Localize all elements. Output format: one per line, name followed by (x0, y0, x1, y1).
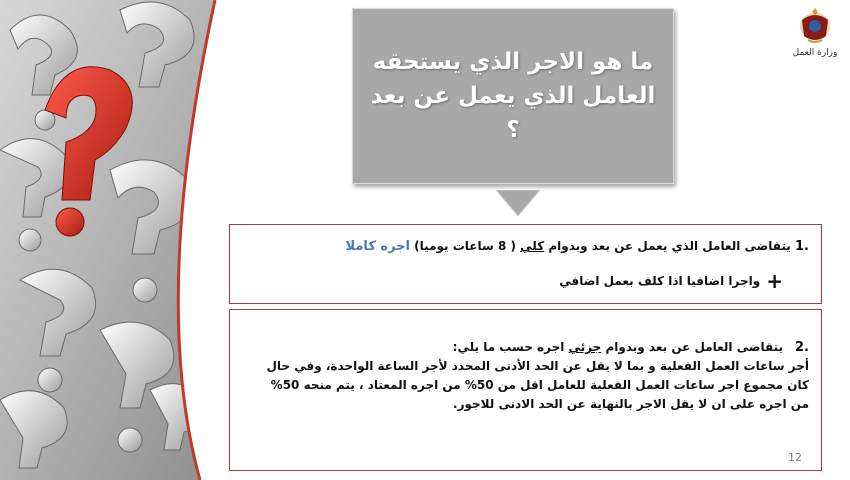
point-2-number: .2 (795, 340, 809, 355)
question-marks-image (0, 0, 240, 480)
point-1-line-2-text: واجرا اضافيا اذا كلف بعمل اضافي (559, 274, 761, 288)
page-number: 12 (788, 451, 802, 464)
plus-icon: + (766, 269, 783, 293)
down-arrow-icon (496, 190, 540, 218)
point-2-text-start: يتقاضى العامل عن بعد وبدوام (601, 340, 783, 354)
point-1-text-mid: ( 8 ساعات يوميا) (410, 239, 521, 253)
point-2-paragraph (249, 338, 809, 414)
point-2-body: أجر ساعات العمل الفعلية و بما لا يقل عن الحد الأدنى المحدد لأجر الساعة الواحدة، وفي حال كان مجموع اجر ساعات العمل الفعلية للعامل اقل من 50% من اجره المعتاد ، يتم منحه 50% من اجره على ان لا يقل الاجر بالنهاية عن الحد الادنى للاجور. (266, 359, 809, 411)
point-1-line-2 (559, 269, 783, 293)
point-1-highlight: اجره كاملا (345, 239, 410, 254)
point-2-box (229, 309, 822, 471)
point-1-number: .1 (795, 239, 809, 254)
point-2-underlined: جزئي (568, 340, 602, 354)
point-1-line-1 (346, 239, 809, 254)
title-box (352, 8, 674, 184)
ministry-name: وزارة العمل (792, 48, 838, 58)
point-2-text-end: اجره حسب ما يلي: (452, 340, 569, 354)
point-1-box (229, 224, 822, 304)
jordan-coat-of-arms-icon (798, 6, 832, 46)
slide-title (363, 45, 663, 147)
point-1-text-start: يتقاضى العامل الذي يعمل عن بعد وبدوام (544, 239, 791, 253)
title-line-1: ما هو الاجر الذي يستحقه (372, 49, 654, 75)
point-1-underlined: كلي (520, 239, 545, 253)
ministry-logo (792, 6, 838, 68)
title-line-2: العامل الذي يعمل عن بعد ؟ (370, 83, 656, 143)
